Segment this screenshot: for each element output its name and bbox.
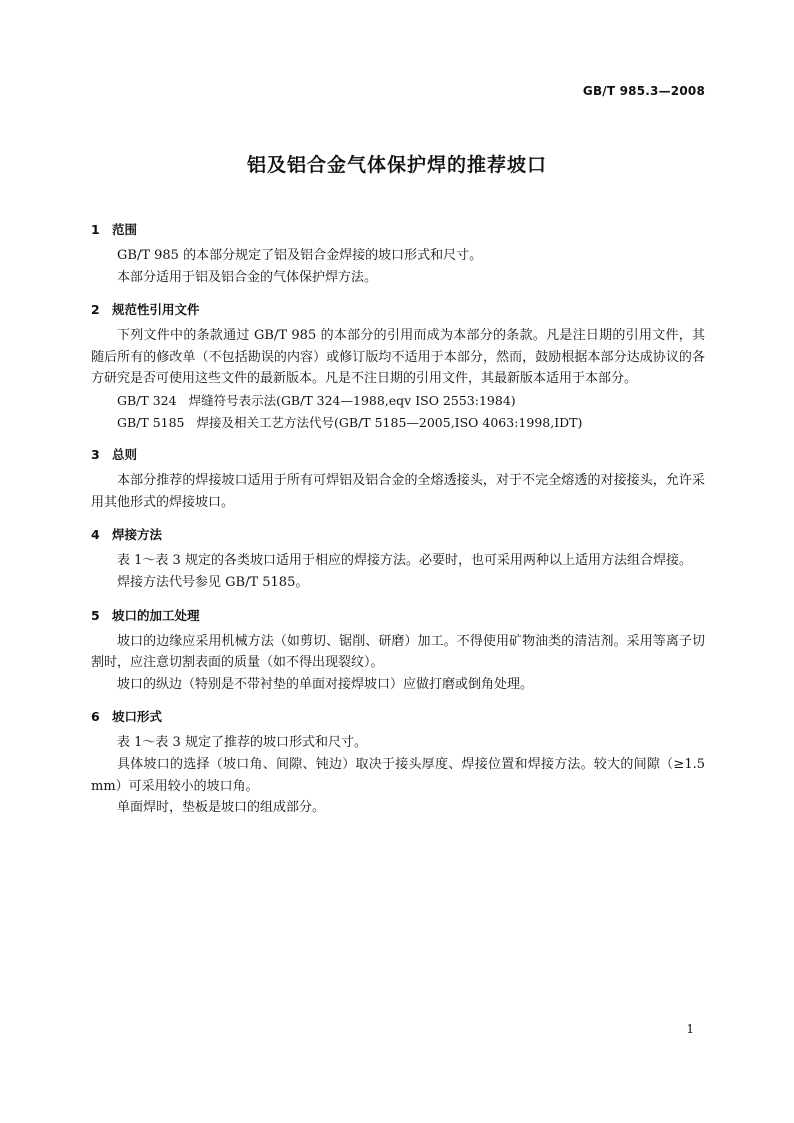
section-number: 1 <box>91 222 100 237</box>
section-number: 3 <box>91 447 100 463</box>
section-title: 坡口形式 <box>112 709 163 725</box>
paragraph: 表 1～表 3 规定了推荐的坡口形式和尺寸。 <box>117 735 367 751</box>
section-title: 规范性引用文件 <box>112 302 200 318</box>
paragraph: 坡口的纵边（特别是不带衬垫的单面对接焊坡口）应做打磨或倒角处理。 <box>117 676 534 692</box>
paragraph: 本部分推荐的焊接坡口适用于所有可焊铝及铝合金的全熔透接头，对于不完全熔透的对接接头，允许采用其他形式的焊接坡口。 <box>91 473 705 510</box>
section-title: 范围 <box>112 222 138 237</box>
section-welding-methods <box>91 525 705 593</box>
paragraph: GB/T 985 的本部分规定了铝及铝合金焊接的坡口形式和尺寸。 <box>117 248 483 263</box>
reference-text: 焊接及相关工艺方法代号(GB/T 5185—2005,ISO 4063:1998,IDT) <box>196 414 583 430</box>
section-groove-forms <box>91 707 705 818</box>
paragraph: 单面焊时，垫板是坡口的组成部分。 <box>117 800 326 816</box>
paragraph: 具体坡口的选择（坡口角、间隙、钝边）取决于接头厚度、焊接位置和焊接方法。较大的间隙（≥1.5 mm）可采用较小的坡口角。 <box>91 756 705 794</box>
section-heading <box>91 220 705 240</box>
section-groove-processing <box>91 606 705 696</box>
section-heading <box>91 606 705 626</box>
reference-item <box>91 390 705 412</box>
reference-item <box>91 412 705 434</box>
section-heading <box>91 445 705 465</box>
section-number: 2 <box>91 302 100 318</box>
paragraph: 焊接方法代号参见 GB/T 5185。 <box>117 574 309 590</box>
section-heading <box>91 525 705 545</box>
document-body <box>91 217 705 819</box>
paragraph: 本部分适用于铝及铝合金的气体保护焊方法。 <box>117 269 378 285</box>
section-scope <box>91 220 705 288</box>
section-number: 6 <box>91 709 100 725</box>
reference-code: GB/T 324 <box>117 392 177 408</box>
standard-code: GB/T 985.3—2008 <box>582 84 705 98</box>
section-normative-references <box>91 300 705 433</box>
section-number: 4 <box>91 527 100 543</box>
section-heading <box>91 300 705 320</box>
page-number: 1 <box>686 1022 694 1036</box>
section-number: 5 <box>91 607 100 623</box>
section-general <box>91 445 705 513</box>
reference-code: GB/T 5185 <box>117 414 185 430</box>
paragraph: 表 1～表 3 规定的各类坡口适用于相应的焊接方法。必要时，也可采用两种以上适用方法组合焊接。 <box>117 553 692 569</box>
section-heading <box>91 707 705 727</box>
paragraph: 坡口的边缘应采用机械方法（如剪切、锯削、研磨）加工。不得使用矿物油类的清洁剂。采用等离子切割时，应注意切割表面的质量（如不得出现裂纹）。 <box>91 633 705 671</box>
section-title: 总则 <box>112 447 138 463</box>
reference-text: 焊缝符号表示法(GB/T 324—1988,eqv ISO 2553:1984) <box>188 392 516 408</box>
section-title: 坡口的加工处理 <box>112 607 200 623</box>
section-title: 焊接方法 <box>112 527 163 543</box>
paragraph: 下列文件中的条款通过 GB/T 985 的本部分的引用而成为本部分的条款。凡是注日期的引用文件，其随后所有的修改单（不包括勘误的内容）或修订版均不适用于本部分，然而，鼓励根据本部分达成协议的各方研究是否可使用这些文件的最新版本。凡是不注日期的引用文件，其最新版本适用于本部分。 <box>91 328 705 387</box>
document-title: 铝及铝合金气体保护焊的推荐坡口 <box>246 154 547 176</box>
